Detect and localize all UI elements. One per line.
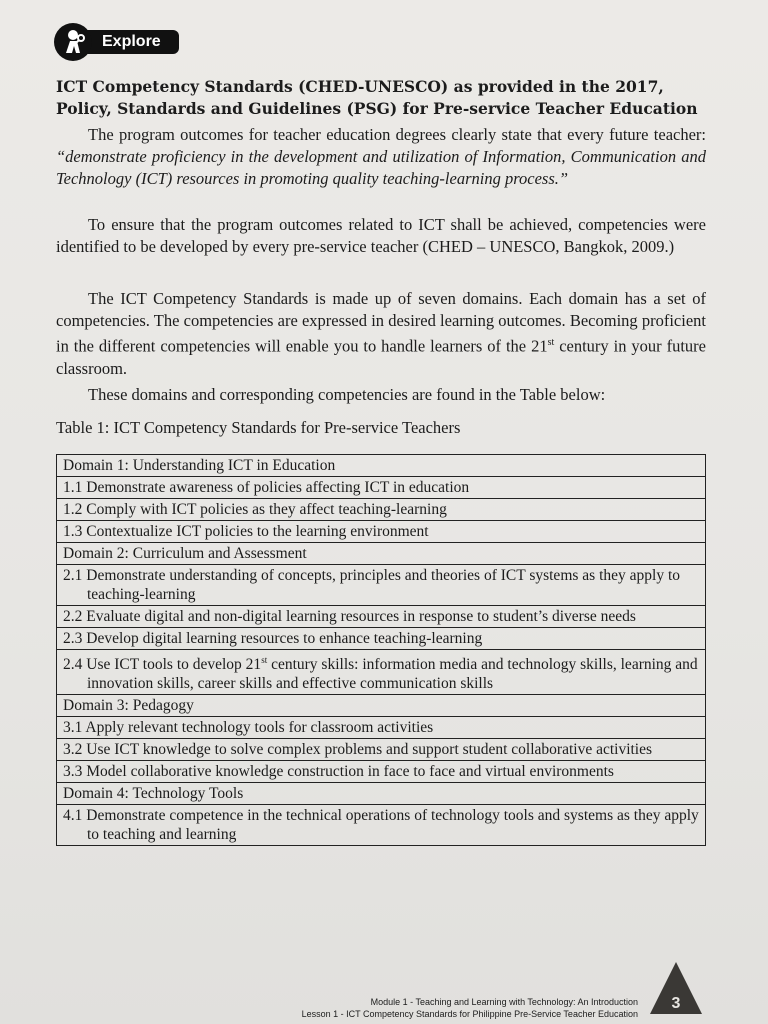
competency-2-3: 2.3 Develop digital learning resources to enhance teaching-learning	[63, 630, 483, 647]
paragraph-3-text: The ICT Competency Standards is made up of seven domains. Each domain has a set of competencies. The competencies are expressed in desired learning outcomes. Becoming proficient in the different competencies will enable you to handle learners of the 21	[56, 289, 706, 356]
competency-row	[57, 499, 706, 521]
domain-row	[57, 783, 706, 805]
competency-row	[57, 565, 706, 606]
explore-label: Explore	[82, 30, 179, 54]
competency-3-2: 3.2 Use ICT knowledge to solve complex problems and support student collaborative activities	[63, 741, 653, 759]
competency-2-4: 2.4 Use ICT tools to develop 21st century skills: information media and technology skills, learning and innovation skills, career skills and effective communication skills	[63, 655, 698, 693]
competency-row	[57, 650, 706, 695]
paragraph-4	[56, 384, 706, 406]
domain-1: Domain 1: Understanding ICT in Education	[57, 455, 706, 477]
competency-4-1: 4.1 Demonstrate competence in the technical operations of technology tools and systems as they apply to teaching and learning	[63, 807, 699, 844]
paragraph-3-sup: st	[547, 337, 555, 348]
explore-badge	[54, 24, 179, 60]
page-number: 3	[671, 995, 681, 1012]
footer-module: Module 1 - Teaching and Learning with Technology: An Introduction	[370, 997, 638, 1007]
competency-row	[57, 606, 706, 628]
competency-1-1: 1.1 Demonstrate awareness of policies affecting ICT in education	[63, 479, 470, 496]
competency-1-3: 1.3 Contextualize ICT policies to the learning environment	[63, 523, 429, 540]
domain-2: Domain 2: Curriculum and Assessment	[57, 543, 706, 565]
domain-row	[57, 455, 706, 477]
competency-1-2: 1.2 Comply with ICT policies as they affect teaching-learning	[63, 501, 447, 518]
competency-2-2: 2.2 Evaluate digital and non-digital learning resources in response to student’s diverse needs	[63, 608, 636, 625]
competency-row	[57, 717, 706, 739]
page-footer	[302, 996, 638, 1020]
domain-row	[57, 695, 706, 717]
table-caption: Table 1: ICT Competency Standards for Pre-service Teachers	[56, 418, 461, 437]
competency-row	[57, 805, 706, 846]
competency-row	[57, 761, 706, 783]
competency-3-3: 3.3 Model collaborative knowledge construction in face to face and virtual environments	[63, 763, 614, 781]
domain-3: Domain 3: Pedagogy	[57, 695, 706, 717]
paragraph-1-text: The program outcomes for teacher education degrees clearly state that every future teacher:	[88, 125, 706, 144]
competency-3-1: 3.1 Apply relevant technology tools for classroom activities	[63, 719, 434, 737]
paragraph-2-text: To ensure that the program outcomes related to ICT shall be achieved, competencies were identified to be developed by every pre-service teacher (CHED – UNESCO, Bangkok, 2009.)	[56, 215, 706, 256]
paragraph-3	[56, 288, 706, 380]
footer-lesson: Lesson 1 - ICT Competency Standards for Philippine Pre-Service Teacher Education	[301, 1009, 638, 1019]
competency-row	[57, 521, 706, 543]
paragraph-1-quote: “demonstrate proficiency in the development and utilization of Information, Communication and Technology (ICT) resources in promoting quality teaching-learning process.”	[56, 147, 706, 188]
section-heading: ICT Competency Standards (CHED-UNESCO) as provided in the 2017, Policy, Standards and Guidelines (PSG) for Pre-service Teacher Education	[56, 77, 698, 118]
page-number-triangle-icon	[648, 960, 704, 1016]
competency-row	[57, 739, 706, 761]
competency-row	[57, 628, 706, 650]
domain-row	[57, 543, 706, 565]
paragraph-2	[56, 214, 706, 258]
explorer-figure-icon	[54, 23, 92, 61]
domain-4: Domain 4: Technology Tools	[57, 783, 706, 805]
competency-row	[57, 477, 706, 499]
paragraph-3-end: century in your future classroom.	[56, 336, 706, 378]
paragraph-4-text: These domains and corresponding competencies are found in the Table below:	[88, 385, 606, 404]
competency-table	[56, 454, 706, 846]
competency-2-1: 2.1 Demonstrate understanding of concepts, principles and theories of ICT systems as they apply to teaching-learning	[63, 567, 680, 603]
paragraph-1	[56, 124, 706, 190]
